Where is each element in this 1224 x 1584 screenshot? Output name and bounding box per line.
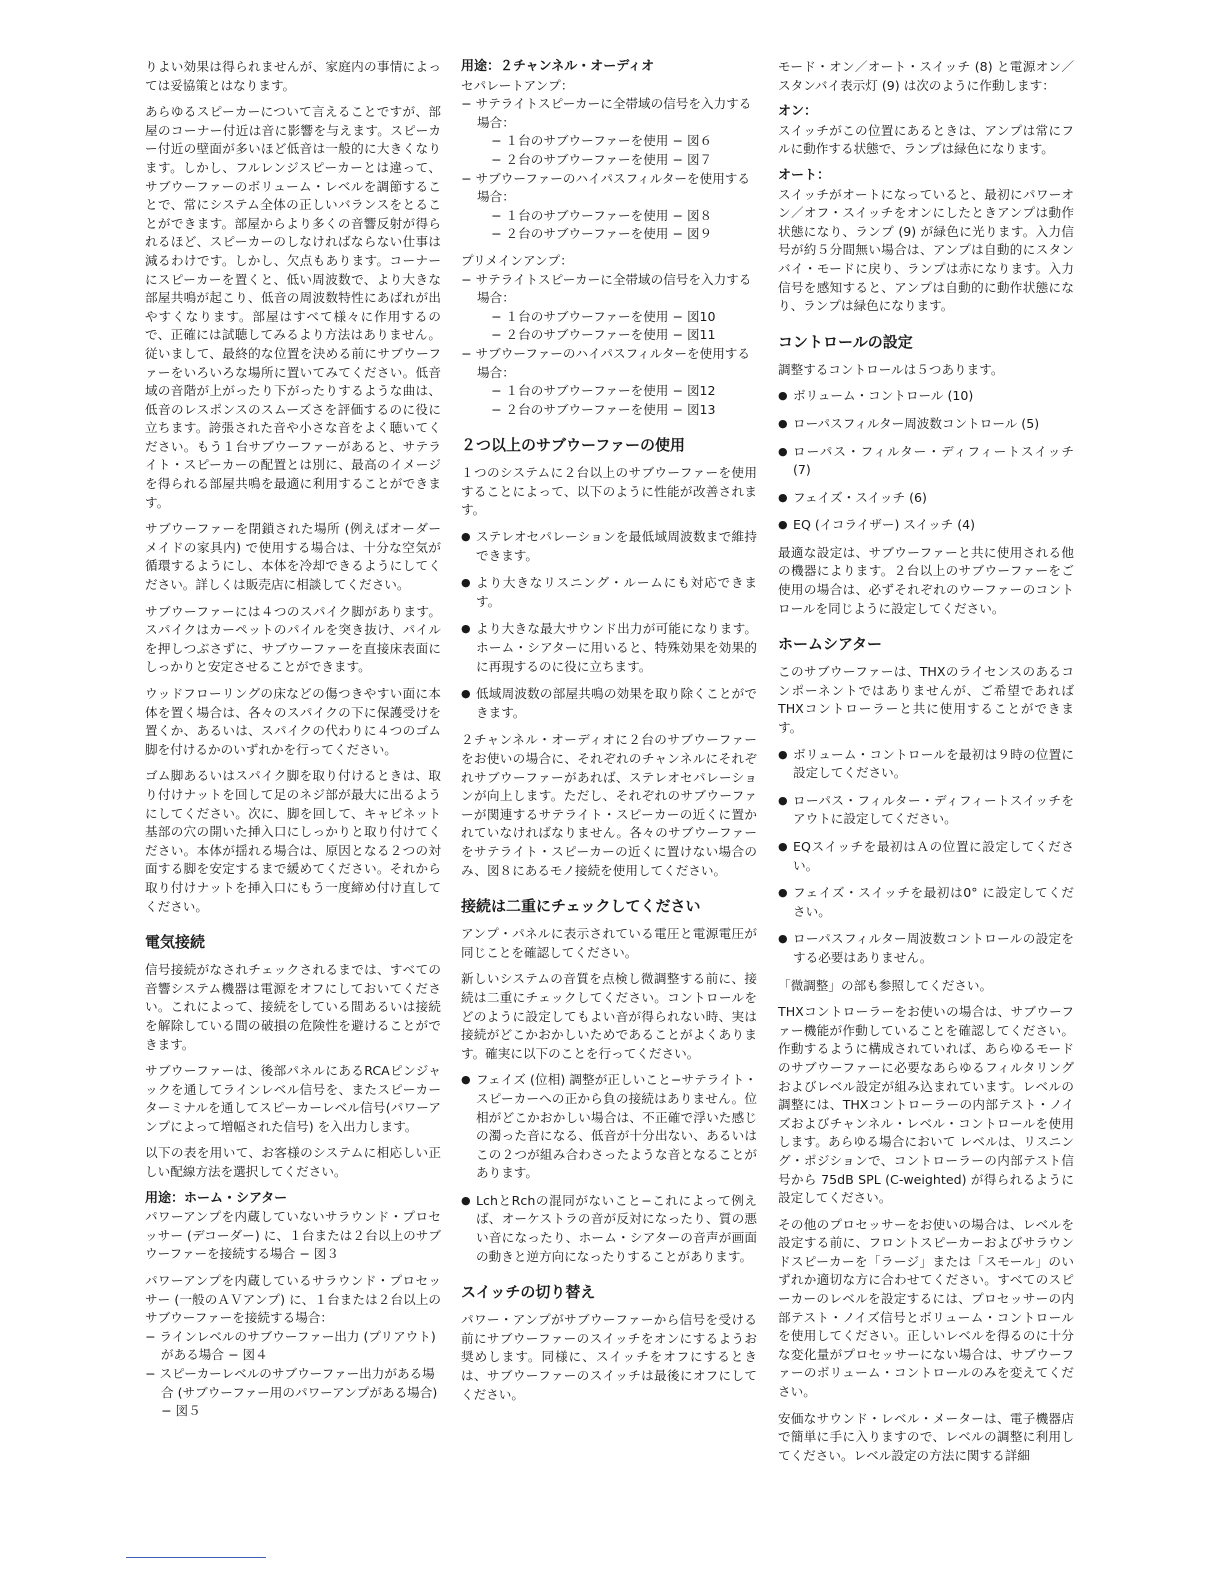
paragraph: モード・オン／オート・スイッチ (8) と電源オン／スタンバイ表示灯 (9) は次のように作動します：: [778, 59, 1074, 93]
bullet-item: ● EQスイッチを最初はＡの位置に設定してください。: [778, 838, 1074, 875]
label-integrated-amp: プリメインアンプ：: [461, 252, 573, 268]
bullet-item: ● 低域周波数の部屋共鳴の効果を取り除くことができます。: [461, 685, 757, 722]
bullet-item: ● フェイズ (位相) 調整が正しいこと−サテライト・スピーカーへの正から負の接続はありません。位相がどこかおかしい場合は、不正確で浮いた感じの濁った音になる、低音が十分出ない、あるいはこの２つが組み合わさったような音となることがあります。: [461, 1071, 757, 1183]
bullet-item: ● ローパス・フィルター・ディフィートスイッチ (7): [778, 443, 1074, 480]
paragraph: １つのシステムに２台以上のサブウーファーを使用することによって、以下のように性能が改善されます。: [461, 465, 757, 518]
bullet-item: ● より大きな最大サウンド出力が可能になります。ホーム・シアターに用いると、特殊効果を効果的に再現するのに役に立ちます。: [461, 620, 757, 676]
bullet-item: ● フェイズ・スイッチ (6): [778, 489, 1074, 508]
bullet-list: [461, 1071, 757, 1266]
subheading-use-home-theater: 用途：ホーム・シアター: [145, 1190, 288, 1206]
section-heading-multiple-subwoofers: ２つ以上のサブウーファーの使用: [461, 436, 685, 455]
bullet-list: [461, 528, 757, 722]
bullet-item: ● EQ (イコライザー) スイッチ (4): [778, 516, 1074, 535]
section-heading-electric: 電気接続: [145, 933, 206, 952]
label-separate-amp: セパレートアンプ：: [461, 77, 574, 93]
dash-item: − サテライトスピーカーに全帯域の信号を入力する場合：: [461, 96, 752, 130]
paragraph: パワーアンプを内蔵しているサラウンド・プロセッサー (一般のＡＶアンプ) に、１台または２台以上のサブウーファーを接続する場合：: [145, 1273, 441, 1326]
paragraph: スイッチがオートになっていると、最初にパワーオン／オフ・スイッチをオンにしたときアンプは動作状態になり、ランプ (9) が緑色に光ります。入力信号が約５分間無い場合は、アンプは自動的にスタンバイ・モードに戻り、ランプは赤になります。入力信号を感知すると、アンプは自動的に動作状態になり、ランプは緑色になります。: [778, 186, 1074, 314]
footer-rule: [126, 1557, 266, 1558]
paragraph: サブウーファーには４つのスパイク脚があります。スパイクはカーペットのパイルを突き抜け、パイルを押しつぶさずに、サブウーファーを直接床表面にしっかりと安定させることができます。: [145, 603, 441, 675]
subheading-auto: オート：: [778, 167, 831, 183]
dash-subitem: − １台のサブウーファーを使用 − 図６: [491, 133, 713, 149]
bullet-item: ● ローパス・フィルター・ディフィートスイッチをアウトに設定してください。: [778, 792, 1074, 829]
dash-item: − サテライトスピーカーに全帯域の信号を入力する場合：: [461, 271, 752, 306]
dash-item: − スピーカーレベルのサブウーファー出力がある場合 (サブウーファー用のパワーアンプがある場合) − 図５: [145, 1366, 438, 1419]
bullet-list: [778, 387, 1074, 535]
paragraph: アンプ・パネルに表示されている電圧と電源電圧が同じことを確認してください。: [461, 926, 757, 960]
section-heading-home-theater: ホームシアター: [778, 635, 882, 654]
dash-item: − サブウーファーのハイパスフィルターを使用する場合：: [461, 345, 750, 380]
bullet-item: ● ローパスフィルター周波数コントロールの設定をする必要はありません。: [778, 930, 1074, 967]
column-middle: [461, 58, 757, 1412]
paragraph: りよい効果は得られませんが、家庭内の事情によっては妥協策とはなります。: [145, 59, 441, 93]
dash-subitem: − ２台のサブウーファーを使用 − 図11: [491, 327, 716, 343]
bullet-item: ● LchとRchの混同がないこと−これによって例えば、オーケストラの音が反対になったり、質の悪い音になったり、ホーム・シアターの音声が画面の動きと逆方向になったりすることがあります。: [461, 1192, 757, 1266]
paragraph: このサブウーファーは、THXのライセンスのあるコンポーネントではありませんが、ご希望であればTHXコントローラーと共に使用することができます。: [778, 664, 1074, 736]
paragraph: あらゆるスピーカーについて言えることですが、部屋のコーナー付近は音に影響を与えます。スピーカー付近の壁面が多いほど低音は一般的に大きくなります。しかし、フルレンジスピーカーとは違って、サブウーファーのボリューム・レベルを調節することで、常にシステム全体の正しいバランスをとることができます。部屋からより多くの音響反射が得られるほど、スピーカーのしなければならない仕事は減るわけです。しかし、欠点もあります。コーナーにスピーカーを置くと、低い周波数で、より大きな部屋共鳴が起こり、低音の周波数特性にあばれが出やすくなります。部屋はすべて様々に作用するので、正確には試聴してみるより方法はありません。従いまして、最終的な位置を決める前にサブウーファーをいろいろな場所に置いてみてください。低音域の音階が上がったり下がったりするような曲は、低音のレスポンスのスムーズさを評価するのに役に立ちます。誇張された音や小さな音をよく聴いてください。もう１台サブウーファーがあると、サテライト・スピーカーの配置とは別に、最高のイメージを得られる部屋共鳴を最適に利用することができます。: [145, 104, 441, 510]
paragraph: 最適な設定は、サブウーファーと共に使用される他の機器によります。２台以上のサブウーファーをご使用の場合は、必ずそれぞれのウーファーのコントロールを同じように設定してください。: [778, 544, 1074, 616]
paragraph: その他のプロセッサーをお使いの場合は、レベルを設定する前に、フロントスピーカーおよびサラウンドスピーカーを「ラージ」または「スモール」のいずれか適切な方に合わせてください。すべてのスピーカーのレベルを設定するには、プロセッサーの内部テスト・ノイズ信号とボリューム・コントロールを使用してください。正しいレベルを得るのに十分な変化量がプロセッサーにない場合は、サブウーファーのボリューム・コントロールのみを変えてください。: [778, 1216, 1074, 1400]
paragraph: ウッドフローリングの床などの傷つきやすい面に本体を置く場合は、各々のスパイクの下に保護受けを置くか、あるいは、スパイクの代わりに４つのゴム脚を付けるかのいずれかを行ってください。: [145, 686, 441, 757]
paragraph: ２チャンネル・オーディオに２台のサブウーファーをお使いの場合に、それぞれのチャンネルにそれぞれサブウーファーがあれば、ステレオセパレーションが向上します。ただし、それぞれのサブウーファーが関連するサテライト・スピーカーの近くに置かれていなければなりません。各々のサブウーファーをサテライト・スピーカーの近くに置けない場合のみ、図８にあるモノ接続を使用してください。: [461, 732, 757, 878]
paragraph: 新しいシステムの音質を点検し微調整する前に、接続は二重にチェックしてください。コントロールをどのように設定してもよい音が得られない時、実は接続がどこかおかしいためであることがよくあります。確実に以下のことを行ってください。: [461, 971, 757, 1061]
dash-item: − サブウーファーのハイパスフィルターを使用する場合：: [461, 170, 750, 205]
paragraph: パワーアンプを内蔵していないサラウンド・プロセッサー (デコーダー) に、１台または２台以上のサブウーファーを接続する場合 − 図３: [145, 1209, 441, 1262]
dash-subitem: − １台のサブウーファーを使用 − 図10: [491, 308, 716, 324]
subheading-on: オン：: [778, 104, 818, 120]
section-heading-double-check: 接続は二重にチェックしてください: [461, 897, 701, 916]
dash-subitem: − ２台のサブウーファーを使用 − 図７: [491, 151, 713, 167]
paragraph: ゴム脚あるいはスパイク脚を取り付けるときは、取り付けナットを回して足のネジ部が最大に出るようにしてください。次に、脚を回して、キャビネット基部の穴の開いた挿入口にしっかりと取り付けてください。本体が揺れる場合は、原因となる２つの対面する脚を安定するまで緩めてください。それから取り付けナットを挿入口にもう一度締め付け直してください。: [145, 768, 441, 914]
dash-item: − ラインレベルのサブウーファー出力 (プリアウト) がある場合 − 図４: [145, 1328, 436, 1363]
dash-subitem: − ２台のサブウーファーを使用 − 図13: [491, 401, 716, 417]
paragraph: 安価なサウンド・レベル・メーターは、電子機器店で簡単に手に入りますので、レベルの調整に利用してください。レベル設定の方法に関する詳細: [778, 1410, 1074, 1463]
paragraph: 調整するコントロールは５つあります。: [778, 361, 1004, 377]
dash-subitem: − ２台のサブウーファーを使用 − 図９: [491, 226, 713, 242]
dash-subitem: − １台のサブウーファーを使用 − 図12: [491, 383, 716, 399]
section-heading-controls: コントロールの設定: [778, 332, 913, 351]
bullet-item: ● ボリューム・コントロール (10): [778, 387, 1074, 406]
paragraph: 信号接続がなされチェックされるまでは、すべての音響システム機器は電源をオフにしておいてください。これによって、接続をしている間あるいは接続を解除している間の破損の危険性を避けることができます。: [145, 962, 441, 1052]
bullet-item: ● ボリューム・コントロールを最初は９時の位置に設定してください。: [778, 746, 1074, 783]
paragraph: サブウーファーを閉鎖された場所 (例えばオーダーメイドの家具内) で使用する場合は、十分な空気が循環するようにし、本体を冷却できるようにしてください。詳しくは販売店に相談してください。: [145, 521, 441, 593]
bullet-item: ● フェイズ・スイッチを最初は0° に設定してください。: [778, 884, 1074, 921]
dash-subitem: − １台のサブウーファーを使用 − 図８: [491, 207, 713, 223]
paragraph: パワー・アンプがサブウーファーから信号を受ける前にサブウーファーのスイッチをオンにするようお奨めします。同様に、スイッチをオフにするときは、サブウーファーのスイッチは最後にオフにしてください。: [461, 1312, 757, 1402]
column-left: [145, 58, 441, 1421]
section-heading-switching: スイッチの切り替え: [461, 1283, 596, 1302]
paragraph: スイッチがこの位置にあるときは、アンプは常にフルに動作する状態で、ランプは緑色になります。: [778, 122, 1074, 157]
bullet-item: ● ステレオセパレーションを最低域周波数まで維持できます。: [461, 528, 757, 565]
paragraph: 「微調整」の部も参照してください。: [778, 977, 993, 993]
bullet-item: ● より大きなリスニング・ルームにも対応できます。: [461, 574, 757, 611]
paragraph: 以下の表を用いて、お客様のシステムに相応しい正しい配線方法を選択してください。: [145, 1145, 441, 1180]
paragraph: THXコントローラーをお使いの場合は、サブウーファー機能が作動していることを確認してください。作動するように構成されていれば、あらゆるモードのサブウーファーに必要なあらゆるフィルタリングおよびレベル設定が組み込まれています。レベルの調整には、THXコントローラーの内部テスト・ノイズおよびチャンネル・レベル・コントロールを使用します。あらゆる場合において レベルは、リスニング・ポジションで、コントローラーの内部テスト信号から 75dB SPL (C-weighted) が得られるように設定してください。: [778, 1004, 1074, 1206]
subheading-use-2ch-audio: 用途：２チャンネル・オーディオ: [461, 59, 655, 74]
paragraph: サブウーファーは、後部パネルにあるRCAピンジャックを通してラインレベル信号を、またスピーカーターミナルを通してスピーカーレベル信号(パワーアンプによって増幅された信号) を入出力します。: [145, 1063, 441, 1134]
bullet-item: ● ローパスフィルター周波数コントロール (5): [778, 415, 1074, 434]
column-right: [778, 58, 1074, 1473]
bullet-list: [778, 746, 1074, 968]
